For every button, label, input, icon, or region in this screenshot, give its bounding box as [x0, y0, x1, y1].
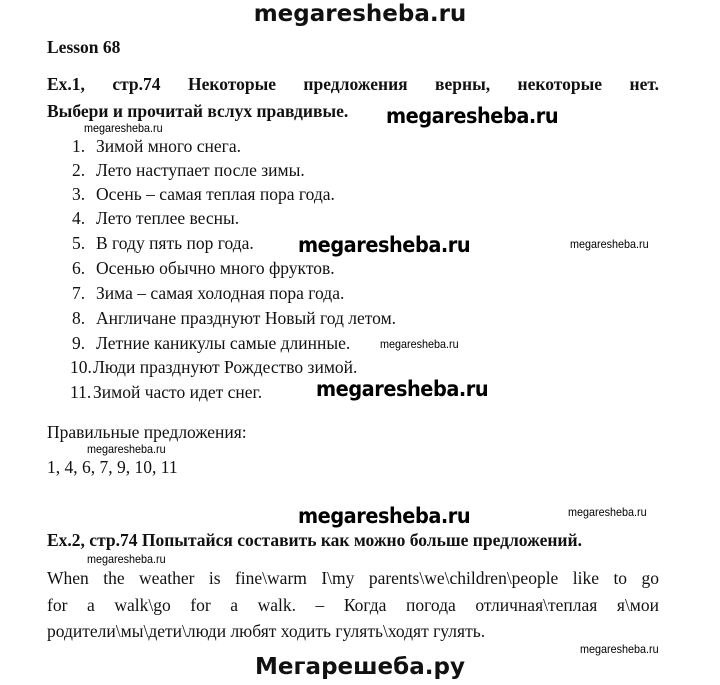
answer-label: Правильные предложения: [47, 422, 247, 442]
list-item-number: 2. [72, 160, 86, 180]
list-item-number: 7. [72, 283, 86, 303]
watermark-small: megaresheba.ru [380, 337, 459, 351]
watermark-small: megaresheba.ru [87, 442, 166, 456]
list-item: Лето теплее весны. [96, 208, 240, 228]
list-item-number: 11. [70, 382, 92, 402]
watermark-small: megaresheba.ru [568, 505, 647, 519]
list-item-number: 3. [72, 184, 86, 204]
list-item: Лето наступает после зимы. [96, 160, 305, 180]
list-item-number: 1. [72, 136, 86, 156]
ex1-title-line2: Выбери и прочитай вслух правдивые. [47, 101, 349, 121]
watermark: megaresheba.ru [298, 233, 471, 257]
list-item: Люди празднуют Рождество зимой. [93, 357, 358, 377]
ex2-line3: родители\мы\дети\люди любят ходить гулять\ходят гулять. [47, 621, 486, 641]
list-item-number: 5. [72, 233, 86, 253]
ex2-line2: for a walk\go for a walk. – Когда погода отличная\теплая я\мои [47, 595, 659, 615]
ex2-title: Ex.2, стр.74 Попытайся составить как можно больше предложений. [47, 530, 582, 550]
list-item: Зимой часто идет снег. [93, 382, 263, 402]
list-item: Осенью обычно много фруктов. [96, 258, 335, 278]
footer-watermark: Мегарешеба.ру [255, 654, 465, 680]
watermark: megaresheba.ru [386, 104, 559, 128]
list-item: В году пять пор года. [96, 233, 254, 253]
watermark: megaresheba.ru [298, 504, 471, 528]
list-item-number: 6. [72, 258, 86, 278]
lesson-title: Lesson 68 [47, 37, 121, 57]
list-item: Осень – самая теплая пора года. [96, 184, 335, 204]
list-item-number: 4. [72, 208, 86, 228]
list-item-number: 10. [70, 357, 92, 377]
answer-value: 1, 4, 6, 7, 9, 10, 11 [47, 457, 178, 477]
watermark: megaresheba.ru [316, 377, 489, 401]
watermark-small: megaresheba.ru [87, 552, 166, 566]
watermark-small: megaresheba.ru [580, 642, 659, 656]
list-item: Англичане празднуют Новый год летом. [96, 308, 397, 328]
list-item: Летние каникулы самые длинные. [96, 333, 351, 353]
list-item-number: 8. [72, 308, 86, 328]
watermark-small: megaresheba.ru [570, 237, 649, 251]
list-item-number: 9. [72, 333, 86, 353]
watermark-small: megaresheba.ru [84, 121, 163, 135]
list-item: Зима – самая холодная пора года. [96, 283, 345, 303]
ex1-title-line1: Ex.1, стр.74 Некоторые предложения верны, некоторые нет. [47, 74, 659, 94]
list-item: Зимой много снега. [96, 136, 241, 156]
header-watermark: megaresheba.ru [253, 1, 467, 27]
ex2-line1: When the weather is fine\warm I\my parents\we\children\people like to go [47, 568, 659, 588]
